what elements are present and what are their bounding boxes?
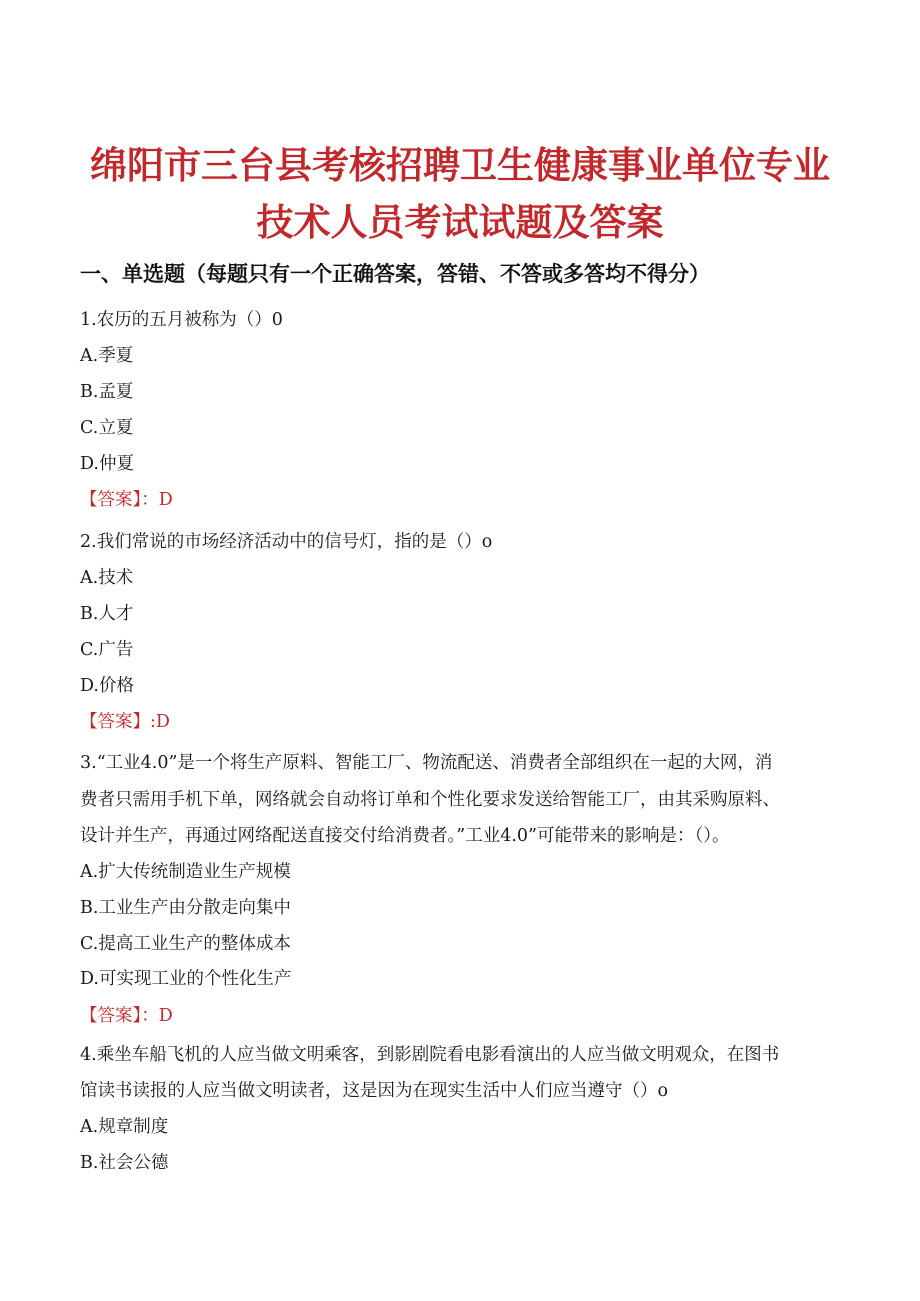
question-1-answer: 【答案】：D: [80, 490, 173, 510]
question-2-option-b: B.人才: [80, 604, 134, 624]
question-2-answer: 【答案】:D: [80, 712, 170, 732]
question-1-stem: 1.农历的五月被称为（）0: [80, 310, 283, 330]
question-3-stem-line-2: 费者只需用手机下单，网络就会自动将订单和个性化要求发送给智能工厂，由其采购原料、: [80, 790, 780, 810]
question-2-option-c: C.广告: [80, 640, 134, 660]
section-heading: 一、单选题（每题只有一个正确答案，答错、不答或多答均不得分）: [80, 262, 710, 286]
question-3-stem-line-1: 3.“工业4.0”是一个将生产原料、智能工厂、物流配送、消费者全部组织在一起的大网，消: [80, 753, 773, 773]
question-3-stem-line-3: 设计并生产，再通过网络配送直接交付给消费者。”工业4.0”可能带来的影响是：（）。: [80, 826, 730, 846]
document-title-line-2: 技术人员考试试题及答案: [256, 201, 664, 244]
question-3-answer: 【答案】：D: [80, 1006, 173, 1026]
question-3-option-a: A.扩大传统制造业生产规模: [80, 862, 291, 882]
question-2-stem: 2.我们常说的市场经济活动中的信号灯，指的是（）o: [80, 532, 493, 552]
question-2-option-a: A.技术: [80, 568, 134, 588]
question-1-option-d: D.仲夏: [80, 454, 134, 474]
question-3-option-d: D.可实现工业的个性化生产: [80, 969, 292, 989]
question-1-option-b: B.孟夏: [80, 382, 134, 402]
question-1-option-c: C.立夏: [80, 418, 134, 438]
question-4-stem-line-1: 4.乘坐车船飞机的人应当做文明乘客，到影剧院看电影看演出的人应当做文明观众，在图书: [80, 1045, 780, 1065]
question-1-option-a: A.季夏: [80, 346, 134, 366]
question-3-option-c: C.提高工业生产的整体成本: [80, 934, 291, 954]
question-2-option-d: D.价格: [80, 676, 134, 696]
document-title-line-1: 绵阳市三台县考核招聘卫生健康事业单位专业: [90, 144, 830, 187]
question-4-stem-line-2: 馆读书读报的人应当做文明读者，这是因为在现实生活中人们应当遵守（）o: [80, 1081, 669, 1101]
question-4-option-b: B.社会公德: [80, 1153, 169, 1173]
question-4-option-a: A.规章制度: [80, 1117, 169, 1137]
question-3-option-b: B.工业生产由分散走向集中: [80, 898, 291, 918]
